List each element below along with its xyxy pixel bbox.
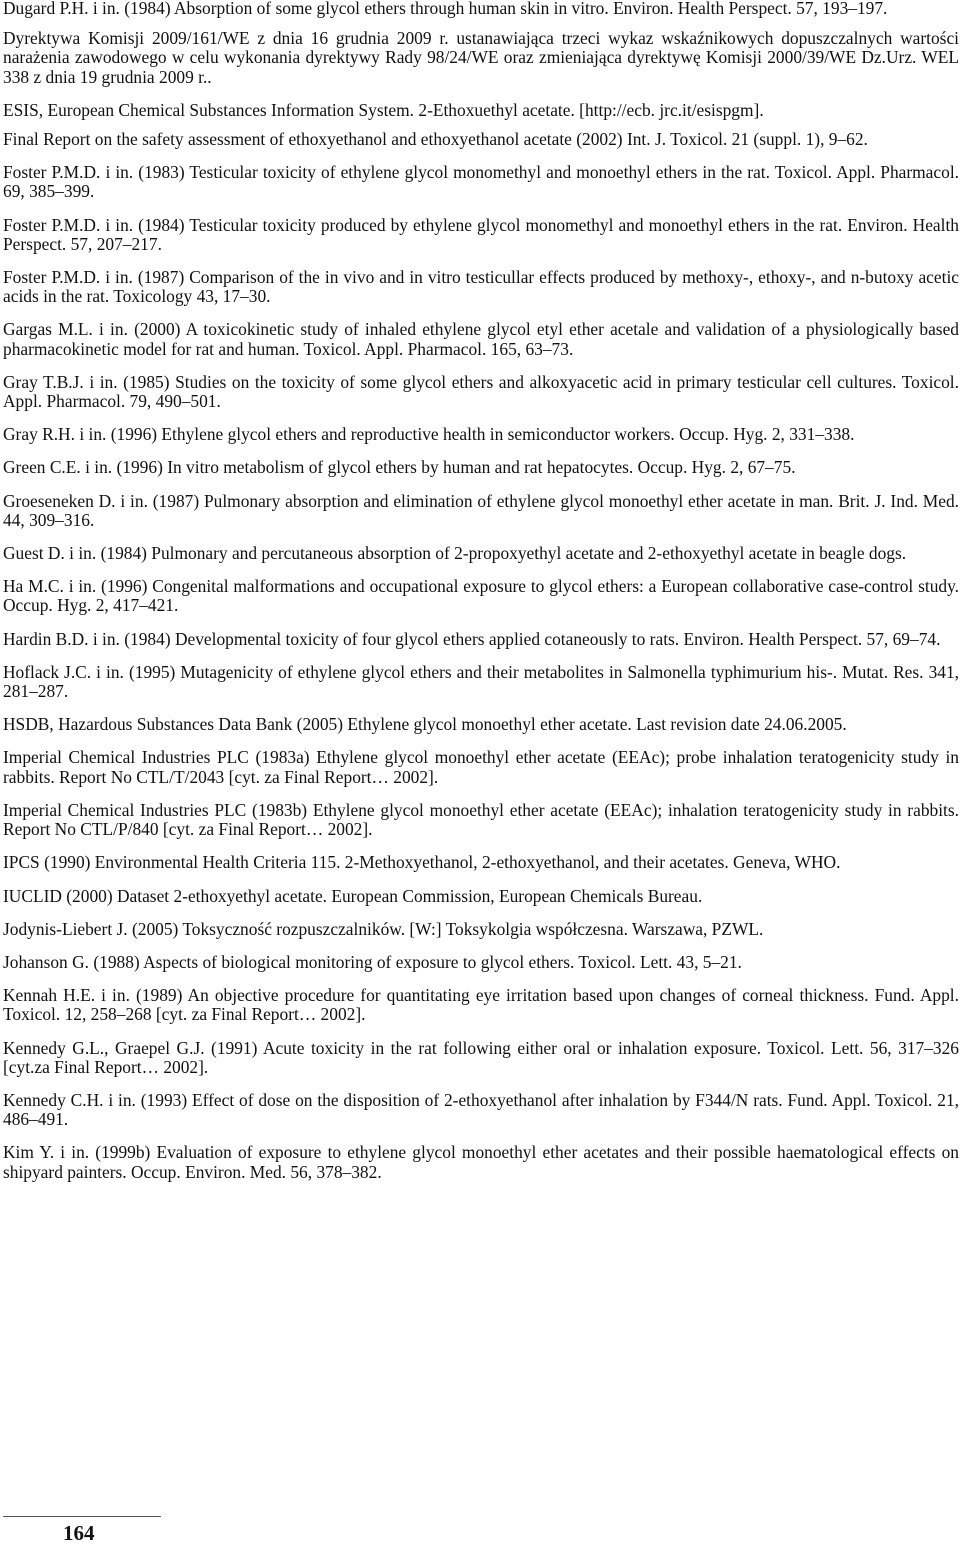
reference-entry: Foster P.M.D. i in. (1984) Testicular toxicity produced by ethylene glycol monomethyl and monoethyl ethers in the rat. Environ. Health Perspect. 57, 207–217. xyxy=(3,214,959,254)
reference-entry: Gray R.H. i in. (1996) Ethylene glycol ethers and reproductive health in semiconductor workers. Occup. Hyg. 2, 331–338. xyxy=(3,424,855,445)
reference-entry: IPCS (1990) Environmental Health Criteria 115. 2-Methoxyethanol, 2-ethoxyethanol, and their acetates. Geneva, WHO. xyxy=(3,852,841,873)
reference-entry: Johanson G. (1988) Aspects of biological monitoring of exposure to glycol ethers. Toxicol. Lett. 43, 5–21. xyxy=(3,951,742,972)
reference-entry: Imperial Chemical Industries PLC (1983b) Ethylene glycol monoethyl ether acetate (EEAc); inhalation teratogenicity study in rabbits. Report No CTL/P/840 [cyt. za Final Report… 2002]. xyxy=(3,799,959,840)
reference-entry: Foster P.M.D. i in. (1987) Comparison of the in vivo and in vitro testicullar effects produced by methoxy-, ethoxy-, and n-butoxy acetic acids in the rat. Toxicology 43, 17–30. xyxy=(3,267,959,307)
page-number: 164 xyxy=(63,1521,95,1545)
reference-entry: Foster P.M.D. i in. (1983) Testicular toxicity of ethylene glycol monomethyl and monoethyl ethers in the rat. Toxicol. Appl. Pharmacol. 69, 385–399. xyxy=(3,162,959,202)
reference-entry: Final Report on the safety assessment of ethoxyethanol and ethoxyethanol acetate (2002) Int. J. Toxicol. 21 (suppl. 1), 9–62. xyxy=(3,129,868,150)
reference-entry: ESIS, European Chemical Substances Information System. 2-Ethoxuethyl acetate. [http://ecb. jrc.it/esispgm]. xyxy=(3,99,764,120)
reference-entry: Kim Y. i in. (1999b) Evaluation of exposure to ethylene glycol monoethyl ether acetates and their possible haematological effects on shipyard painters. Occup. Environ. Med. 56, 378–382. xyxy=(3,1142,959,1182)
reference-entry: Guest D. i in. (1984) Pulmonary and percutaneous absorption of 2-propoxyethyl acetate and 2-ethoxyethyl acetate in beagle dogs. xyxy=(3,543,907,564)
reference-entry: Kennedy G.L., Graepel G.J. (1991) Acute toxicity in the rat following either oral or inhalation exposure. Toxicol. Lett. 56, 317–326 [cyt.za Final Report… 2002]. xyxy=(3,1037,959,1077)
reference-entry: Groeseneken D. i in. (1987) Pulmonary absorption and elimination of ethylene glycol monoethyl ether acetate in man. Brit. J. Ind. Med. 44, 309–316. xyxy=(3,490,959,530)
reference-entry: Dyrektywa Komisji 2009/161/WE z dnia 16 grudnia 2009 r. ustanawiająca trzeci wykaz wskaźnikowych dopuszczalnych wartości narażenia zawodowego w celu wykonania dyrektywy Rady 98/24/WE oraz zmieniająca dyrektywę Komisji 2000/39/WE Dz.Urz. WEL 338 z dnia 19 grudnia 2009 r.. xyxy=(3,28,959,87)
reference-entry: Green C.E. i in. (1996) In vitro metabolism of glycol ethers by human and rat hepatocytes. Occup. Hyg. 2, 67–75. xyxy=(3,457,796,478)
footer-divider xyxy=(3,1516,161,1517)
reference-entry: Kennah H.E. i in. (1989) An objective procedure for quantitating eye irritation based upon changes of corneal thickness. Fund. Appl. Toxicol. 12, 258–268 [cyt. za Final Report… 2002]. xyxy=(3,985,959,1025)
reference-entry: Hardin B.D. i in. (1984) Developmental toxicity of four glycol ethers applied cotaneously to rats. Environ. Health Perspect. 57, 69–74. xyxy=(3,628,941,649)
reference-entry: Imperial Chemical Industries PLC (1983a) Ethylene glycol monoethyl ether acetate (EEAc); probe inhalation teratogenicity study in rabbits. Report No CTL/T/2043 [cyt. za Final Report… 2002]. xyxy=(3,747,959,787)
reference-entry: Kennedy C.H. i in. (1993) Effect of dose on the disposition of 2-ethoxyethanol after inhalation by F344/N rats. Fund. Appl. Toxicol. 21, 486–491. xyxy=(3,1089,959,1130)
reference-list xyxy=(3,0,959,1182)
reference-entry: HSDB, Hazardous Substances Data Bank (2005) Ethylene glycol monoethyl ether acetate. Last revision date 24.06.2005. xyxy=(3,714,847,735)
reference-entry: Ha M.C. i in. (1996) Congenital malformations and occupational exposure to glycol ethers: a European collaborative case-control study. Occup. Hyg. 2, 417–421. xyxy=(3,576,959,616)
reference-entry: Jodynis-Liebert J. (2005) Toksyczność rozpuszczalników. [W:] Toksykolgia współczesna. Warszawa, PZWL. xyxy=(3,918,764,939)
reference-entry: Gargas M.L. i in. (2000) A toxicokinetic study of inhaled ethylene glycol etyl ether acetale and validation of a physiologically based pharmacokinetic model for rat and human. Toxicol. Appl. Pharmacol. 165, 63–73. xyxy=(3,319,959,359)
reference-entry: Hoflack J.C. i in. (1995) Mutagenicity of ethylene glycol ethers and their metabolites in Salmonella typhimurium his-. Mutat. Res. 341, 281–287. xyxy=(3,661,959,702)
reference-entry: IUCLID (2000) Dataset 2-ethoxyethyl acetate. European Commission, European Chemicals Bureau. xyxy=(3,885,703,906)
reference-entry: Gray T.B.J. i in. (1985) Studies on the toxicity of some glycol ethers and alkoxyacetic acid in primary testicular cell cultures. Toxicol. Appl. Pharmacol. 79, 490–501. xyxy=(3,371,959,412)
reference-entry: Dugard P.H. i in. (1984) Absorption of some glycol ethers through human skin in vitro. Environ. Health Perspect. 57, 193–197. xyxy=(3,0,888,18)
